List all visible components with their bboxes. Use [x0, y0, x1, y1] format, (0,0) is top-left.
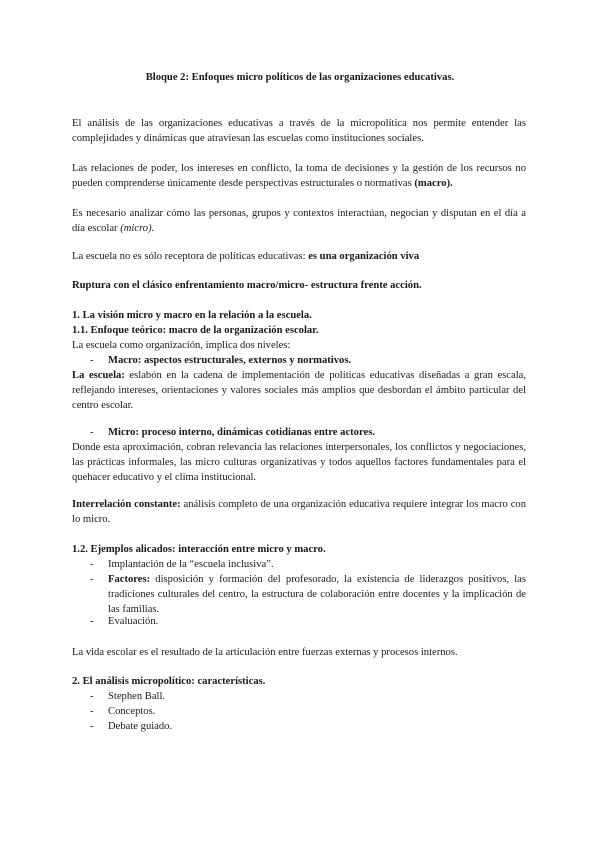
escuela-label: La escuela:	[72, 370, 125, 381]
example-item-1: - Implantación de la “escuela inclusiva”.	[90, 557, 526, 572]
levels-intro: La escuela como organización, implica dos niveles:	[72, 340, 291, 351]
list-dash: -	[90, 691, 94, 702]
micro-paragraph: Donde esta aproximación, cobran relevancia las relaciones interpersonales, los conflictos y negociaciones, las prácticas informales, las micro culturas organizativas y todos aquellos factores fundamentales para el quehacer educativo y el clima institucional.	[72, 442, 526, 484]
list-dash: -	[90, 355, 94, 366]
intro-paragraph-3: Es necesario analizar cómo las personas, grupos y contextos interactúan, negocian y disputan en el día a día escolar (micro).	[72, 208, 526, 235]
example-item-2: - Factores: disposición y formación del profesorado, la existencia de liderazgos positivos, las tradiciones culturales del centro, la estructura de colaboración entre docentes y la implicación de las familias.	[90, 574, 526, 616]
micro-emphasis: (micro).	[120, 223, 155, 235]
list-dash: -	[90, 559, 94, 570]
macro-emphasis: (macro).	[414, 178, 453, 190]
intro-paragraph-1: El análisis de las organizaciones educativas a través de la micropolítica nos permite entender las complejidades y dinámicas que atraviesan las escuelas como instituciones sociales.	[72, 118, 526, 145]
example-item-3: - Evaluación.	[90, 614, 526, 629]
section-2-item-3: - Debate guiado.	[90, 719, 526, 734]
escuela-paragraph: La escuela: eslabón en la cadena de implementación de políticas educativas diseñadas a gran escala, reflejando intereses, orientaciones y valores sociales más amplios que desbordan el ámbito particular del centro escolar.	[72, 370, 526, 412]
document-title: Bloque 2: Enfoques micro políticos de las organizaciones educativas.	[145, 72, 455, 83]
section-1-2-heading: 1.2. Ejemplos alicados: interacción entre micro y macro.	[72, 544, 326, 555]
rupture-statement: Ruptura con el clásico enfrentamiento macro/micro- estructura frente acción.	[72, 280, 422, 291]
section-1-heading: 1. La visión micro y macro en la relación a la escuela.	[72, 310, 312, 321]
section-2-item-1: - Stephen Ball.	[90, 689, 526, 704]
intro-paragraph-2: Las relaciones de poder, los intereses en conflicto, la toma de decisiones y la gestión de los recursos no pueden comprenderse únicamente desde perspectivas estructurales o normativas (macro).	[72, 163, 526, 190]
factores-label: Factores:	[108, 574, 151, 585]
list-dash: -	[90, 706, 94, 717]
list-item-micro	[90, 425, 526, 440]
organizacion-viva-emphasis: es una organización viva	[308, 251, 420, 262]
list-dash: -	[90, 721, 94, 732]
section-2-item-2: - Conceptos.	[90, 704, 526, 719]
interrelacion-paragraph: Interrelación constante: análisis completo de una organización educativa requiere integrar los macro con lo micro.	[72, 499, 526, 526]
intro-paragraph-4: La escuela no es sólo receptora de políticas educativas: es una organización viva	[72, 251, 420, 262]
micro-label: Micro: proceso interno, dinámicas cotidianas entre actores.	[108, 427, 375, 438]
macro-label: Macro: aspectos estructurales, externos y normativos.	[108, 355, 352, 366]
closing-paragraph: La vida escolar es el resultado de la articulación entre fuerzas externas y procesos internos.	[72, 647, 458, 658]
interrelacion-label: Interrelación constante:	[72, 499, 181, 510]
section-2-heading: 2. El análisis micropolítico: características.	[72, 676, 266, 687]
list-dash: -	[90, 616, 94, 627]
list-dash: -	[90, 427, 94, 438]
section-1-1-heading: 1.1. Enfoque teórico: macro de la organización escolar.	[72, 325, 319, 336]
list-dash: -	[90, 574, 94, 585]
list-item-macro	[90, 353, 526, 368]
